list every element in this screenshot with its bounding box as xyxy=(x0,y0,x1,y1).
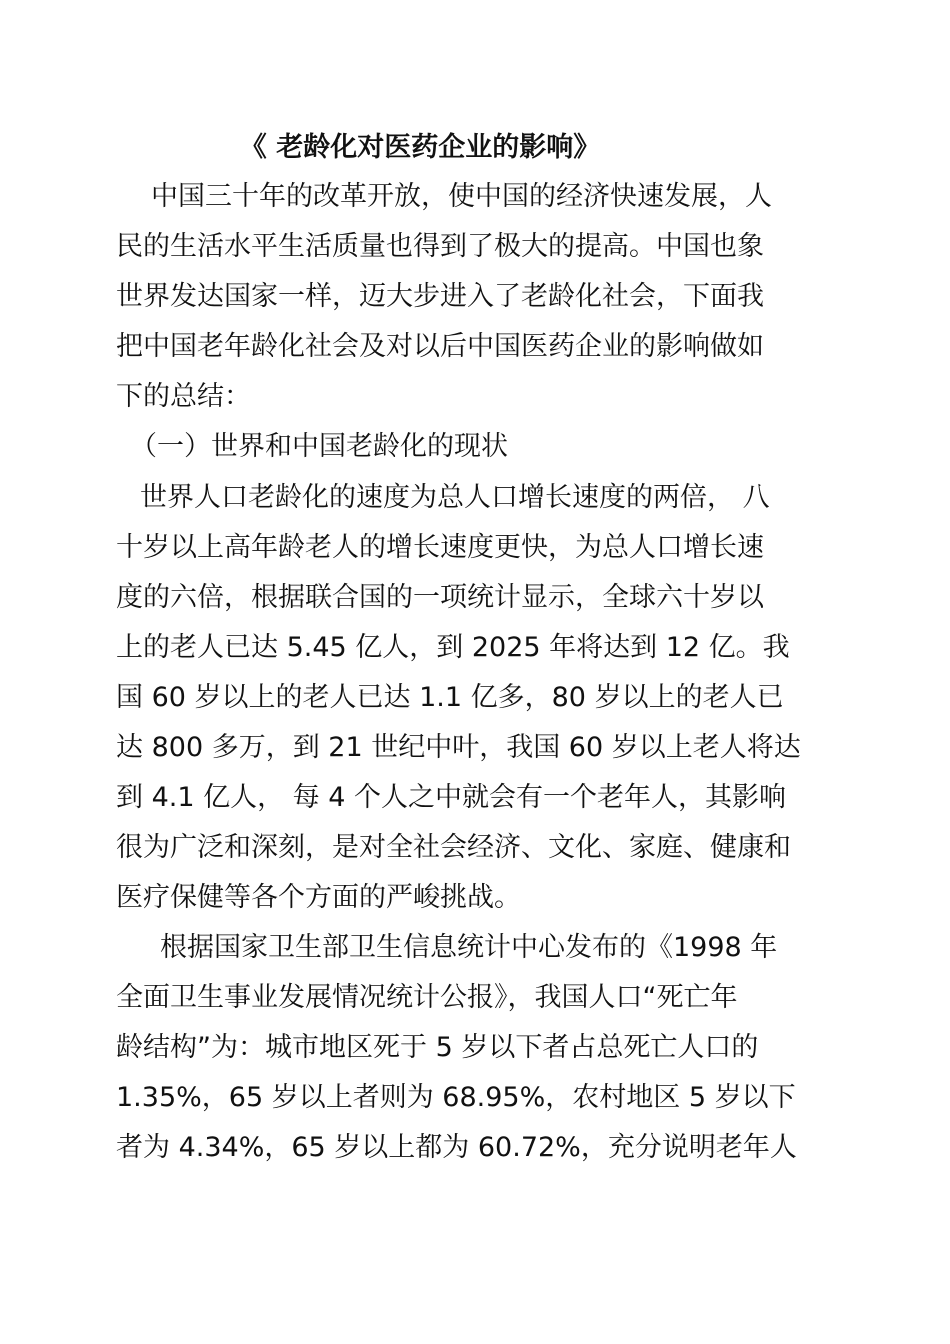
paragraph-3-line-5: 者为 4.34%，65 岁以上都为 60.72%，充分说明老年人 xyxy=(116,1132,797,1163)
paragraph-3-line-3: 龄结构”为：城市地区死于 5 岁以下者占总死亡人口的 xyxy=(116,1032,759,1063)
paragraph-2-line-8: 很为广泛和深刻，是对全社会经济、文化、家庭、健康和 xyxy=(116,832,791,863)
paragraph-1-line-2: 民的生活水平生活质量也得到了极大的提高。中国也象 xyxy=(116,231,764,262)
paragraph-3-line-4: 1.35%，65 岁以上者则为 68.95%，农村地区 5 岁以下 xyxy=(116,1082,796,1113)
paragraph-2-line-3: 度的六倍，根据联合国的一项统计显示，全球六十岁以 xyxy=(116,582,764,613)
document-title: 《 老龄化对医药企业的影响》 xyxy=(239,132,601,163)
paragraph-2-line-4: 上的老人已达 5.45 亿人，到 2025 年将达到 12 亿。我 xyxy=(116,632,790,663)
paragraph-2-line-5: 国 60 岁以上的老人已达 1.1 亿多，80 岁以上的老人已 xyxy=(116,682,784,713)
paragraph-2-line-1: 世界人口老龄化的速度为总人口增长速度的两倍， 八 xyxy=(140,482,770,513)
paragraph-3-line-1: 根据国家卫生部卫生信息统计中心发布的《1998 年 xyxy=(160,932,778,963)
paragraph-3-line-2: 全面卫生事业发展情况统计公报》，我国人口“死亡年 xyxy=(116,982,738,1013)
paragraph-2-line-2: 十岁以上高年龄老人的增长速度更快，为总人口增长速 xyxy=(116,532,764,563)
paragraph-1-line-3: 世界发达国家一样，迈大步进入了老龄化社会，下面我 xyxy=(116,281,764,312)
paragraph-1-line-4: 把中国老年龄化社会及对以后中国医药企业的影响做如 xyxy=(116,331,764,362)
paragraph-2-line-6: 达 800 多万，到 21 世纪中叶，我国 60 岁以上老人将达 xyxy=(116,732,801,763)
section-heading-1: （一）世界和中国老龄化的现状 xyxy=(130,431,508,462)
paragraph-2-line-7: 到 4.1 亿人， 每 4 个人之中就会有一个老年人，其影响 xyxy=(116,782,787,813)
paragraph-1-line-5: 下的总结： xyxy=(116,381,251,412)
paragraph-2-line-9: 医疗保健等各个方面的严峻挑战。 xyxy=(116,882,521,913)
paragraph-1-line-1: 中国三十年的改革开放，使中国的经济快速发展，人 xyxy=(151,181,772,212)
